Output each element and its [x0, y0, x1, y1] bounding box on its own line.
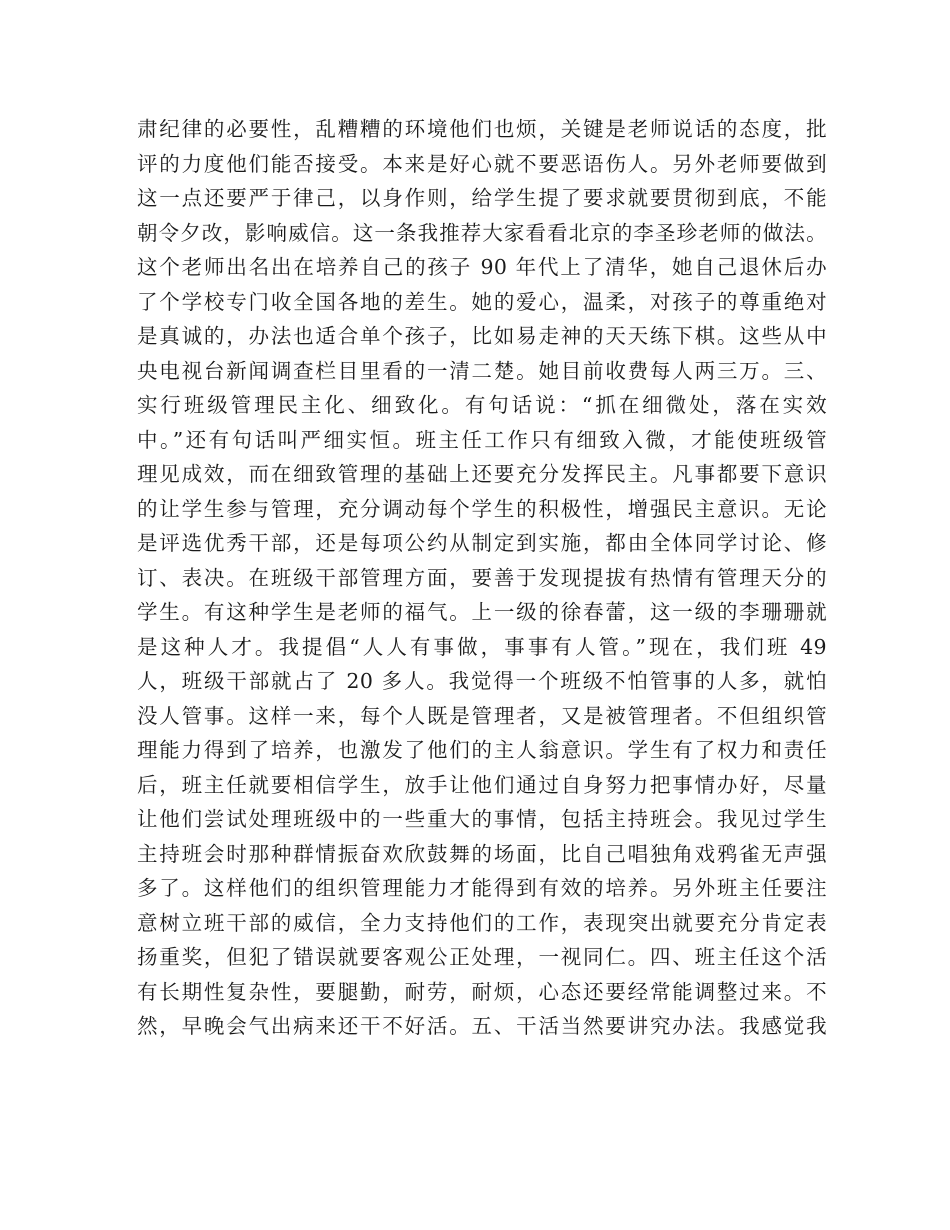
text-line: 了个学校专门收全国各地的差生。她的爱心，温柔，对孩子的尊重绝对	[137, 289, 827, 314]
text-line: 是这种人才。我提倡“人人有事做，事事有人管。”现在，我们班 49	[137, 634, 827, 659]
text-line: 有长期性复杂性，要腿勤，耐劳，耐烦，心态还要经常能调整过来。不	[137, 979, 827, 1004]
text-line: 评的力度他们能否接受。本来是好心就不要恶语伤人。另外老师要做到	[137, 151, 827, 176]
text-line: 是真诚的，办法也适合单个孩子，比如易走神的天天练下棋。这些从中	[137, 324, 827, 348]
text-line: 的让学生参与管理，充分调动每个学生的积极性，增强民主意识。无论	[137, 496, 827, 521]
text-line: 人，班级干部就占了 20 多人。我觉得一个班级不怕管事的人多，就怕	[137, 669, 827, 693]
text-line: 理见成效，而在细致管理的基础上还要充分发挥民主。凡事都要下意识	[137, 462, 827, 486]
text-line: 主持班会时那种群情振奋欢欣鼓舞的场面，比自己唱独角戏鸦雀无声强	[137, 841, 827, 866]
text-line: 理能力得到了培养，也激发了他们的主人翁意识。学生有了权力和责任	[137, 738, 827, 762]
text-line: 中。”还有句话叫严细实恒。班主任工作只有细致入微，才能使班级管	[137, 427, 827, 452]
text-line: 没人管事。这样一来，每个人既是管理者，又是被管理者。不但组织管	[137, 703, 827, 728]
body-text	[137, 112, 827, 1044]
text-line: 订、表决。在班级干部管理方面，要善于发现提拔有热情有管理天分的	[137, 565, 827, 590]
text-line: 朝令夕改，影响威信。这一条我推荐大家看看北京的李圣珍老师的做法。	[137, 220, 827, 245]
text-line: 后，班主任就要相信学生，放手让他们通过自身努力把事情办好，尽量	[137, 772, 827, 797]
text-line: 多了。这样他们的组织管理能力才能得到有效的培养。另外班主任要注	[137, 876, 827, 900]
text-line: 肃纪律的必要性，乱糟糟的环境他们也烦，关键是老师说话的态度，批	[137, 117, 827, 141]
text-line: 扬重奖，但犯了错误就要客观公正处理，一视同仁。四、班主任这个活	[137, 945, 827, 969]
text-line: 意树立班干部的威信，全力支持他们的工作，表现突出就要充分肯定表	[137, 910, 827, 935]
text-line: 然，早晚会气出病来还干不好活。五、干活当然要讲究办法。我感觉我	[137, 1014, 827, 1038]
text-line: 这一点还要严于律己，以身作则，给学生提了要求就要贯彻到底，不能	[137, 186, 827, 210]
text-line: 学生。有这种学生是老师的福气。上一级的徐春蕾，这一级的李珊珊就	[137, 600, 827, 624]
text-line: 让他们尝试处理班级中的一些重大的事情，包括主持班会。我见过学生	[137, 807, 827, 831]
text-line: 是评选优秀干部，还是每项公约从制定到实施，都由全体同学讨论、修	[137, 531, 827, 555]
text-line: 实行班级管理民主化、细致化。有句话说：“抓在细微处，落在实效	[137, 393, 827, 417]
text-line: 央电视台新闻调查栏目里看的一清二楚。她目前收费每人两三万。三、	[137, 358, 827, 383]
text-line: 这个老师出名出在培养自己的孩子 90 年代上了清华，她自己退休后办	[137, 255, 827, 279]
